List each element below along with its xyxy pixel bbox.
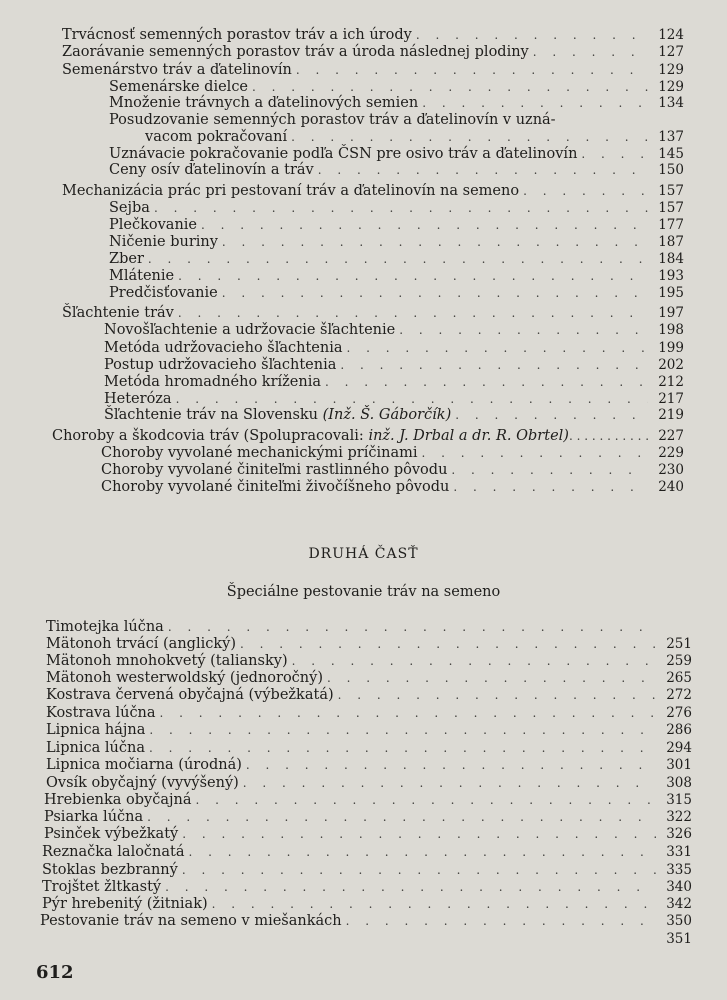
toc-entry xyxy=(109,251,684,268)
toc-entry-title: Mätonoh trvácí (anglický) xyxy=(46,636,236,652)
leader-dots xyxy=(222,234,648,251)
leader-dots xyxy=(178,268,648,285)
toc-entry-page: 195 xyxy=(658,285,684,301)
toc-entry-page: 157 xyxy=(658,183,684,199)
toc-entry xyxy=(104,340,684,357)
toc-entry-title: Pestovanie tráv na semeno v miešankách xyxy=(40,913,342,929)
leader-dots xyxy=(246,757,656,774)
page-number: 612 xyxy=(36,962,74,983)
toc-entry-page: 217 xyxy=(658,391,684,407)
toc-entry xyxy=(46,653,692,670)
leader-dots xyxy=(291,129,648,146)
toc-entry xyxy=(44,826,692,843)
toc-entry-page: 150 xyxy=(658,162,684,178)
toc-entry xyxy=(109,162,684,179)
leader-dots xyxy=(201,217,648,234)
toc-entry xyxy=(42,896,692,913)
toc-entry-page: 315 xyxy=(666,792,692,808)
toc-entry-page: 272 xyxy=(666,687,692,703)
leader-dots xyxy=(422,95,648,112)
toc-entry-title: Mechanizácia prác pri pestovaní tráv a ďatelinovín na semeno xyxy=(62,183,520,199)
toc-entry-title: Uznávacie pokračovanie podľa ČSN pre osivo tráv a ďatelinovín xyxy=(109,146,578,162)
toc-entry-page: 286 xyxy=(666,722,692,738)
toc-entry-page: 187 xyxy=(658,234,684,250)
toc-entry-page: 301 xyxy=(666,757,692,773)
toc-entry xyxy=(62,27,684,44)
toc-entry xyxy=(46,670,692,687)
toc-entry-page: 184 xyxy=(658,251,684,267)
toc-entry-page: 157 xyxy=(658,200,684,216)
leader-dots xyxy=(347,340,648,357)
toc-entry xyxy=(46,722,692,739)
toc-entry xyxy=(109,95,684,112)
leader-dots xyxy=(196,792,657,809)
toc-entry-title: Lipnica hájna xyxy=(46,722,146,738)
leader-dots xyxy=(149,740,656,757)
toc-entry xyxy=(42,844,692,861)
toc-entry-title: Psiarka lúčna xyxy=(44,809,144,825)
toc-entry-page: 137 xyxy=(658,129,684,145)
leader-dots xyxy=(338,687,656,704)
toc-entry-title: Stoklas bezbranný xyxy=(42,862,178,878)
toc-entry xyxy=(145,129,684,146)
toc-entry-page: 350 xyxy=(666,913,692,929)
toc-entry xyxy=(46,636,692,653)
toc-entry-title: Heteróza xyxy=(104,391,172,407)
toc-entry xyxy=(104,374,684,391)
leader-dots xyxy=(523,183,648,200)
toc-entry-title: Semenárske dielce xyxy=(109,79,249,95)
toc-entry-page: 308 xyxy=(666,775,692,791)
toc-entry xyxy=(109,79,684,96)
toc-entry-title: Ovsík obyčajný (vyvýšený) xyxy=(46,775,239,791)
leader-dots xyxy=(189,844,656,861)
toc-entry-title: Šľachtenie tráv xyxy=(62,305,174,321)
toc-entry xyxy=(104,322,684,339)
toc-entry-title: Mätonoh westerwoldský (jednoročný) xyxy=(46,670,323,686)
toc-entry-title: Reznačka laločnatá xyxy=(42,844,185,860)
toc-entry-title: Lipnica močiarna (úrodná) xyxy=(46,757,242,773)
toc-entry-title: Mätonoh mnohokvetý (taliansky) xyxy=(46,653,288,669)
leader-dots xyxy=(252,79,648,96)
toc-entry-title-line-one: Posudzovanie semenných porastov tráv a ďatelinovín v uzná- xyxy=(109,112,556,128)
leader-dots xyxy=(182,862,656,879)
leader-dots xyxy=(148,251,648,268)
toc-entry-title: Kostrava červená obyčajná (výbežkatá) xyxy=(46,687,334,703)
toc-entry-page: 129 xyxy=(658,62,684,78)
toc-entry-page: 294 xyxy=(666,740,692,756)
toc-entry xyxy=(104,407,684,424)
toc-entry xyxy=(62,183,684,200)
toc-entry xyxy=(101,462,684,479)
toc-entry-page: 342 xyxy=(666,896,692,912)
toc-entry xyxy=(62,62,684,79)
leader-dots xyxy=(212,896,656,913)
leader-dots xyxy=(292,653,656,670)
leader-dots xyxy=(243,775,656,792)
leader-dots xyxy=(222,285,648,302)
toc-entry xyxy=(109,268,684,285)
leader-dots xyxy=(168,619,656,636)
toc-entry xyxy=(40,913,692,930)
toc-entry-title-text: Šľachtenie tráv na Slovensku xyxy=(104,407,319,423)
toc-entry xyxy=(101,445,684,462)
leader-dots xyxy=(178,305,648,322)
leader-dots xyxy=(340,357,648,374)
toc-entry-title xyxy=(52,428,569,445)
leader-dots xyxy=(416,27,648,44)
toc-entry-page: 276 xyxy=(666,705,692,721)
toc-entry xyxy=(109,217,684,234)
toc-entry-page: 322 xyxy=(666,809,692,825)
toc-entry xyxy=(109,285,684,302)
leader-dots xyxy=(165,879,656,896)
leader-dots xyxy=(160,705,656,722)
toc-entry-page: 340 xyxy=(666,879,692,895)
toc-entry-title: Ničenie buriny xyxy=(109,234,218,250)
toc-entry-page: 198 xyxy=(658,322,684,338)
toc-entry-title-continued: vacom pokračovaní xyxy=(145,129,288,145)
toc-entry xyxy=(46,619,692,636)
toc-entry-title: Kostrava lúčna xyxy=(46,705,156,721)
leader-dots xyxy=(346,913,656,930)
leader-dots xyxy=(327,670,656,687)
toc-entry-title: Psinček výbežkatý xyxy=(44,826,179,842)
toc-entry-page: 229 xyxy=(658,445,684,461)
toc-entry-title: Novošľachtenie a udržovacie šľachtenie xyxy=(104,322,396,338)
toc-entry-title: Lipnica lúčna xyxy=(46,740,145,756)
toc-entry xyxy=(109,146,684,163)
toc-entry xyxy=(62,44,684,61)
toc-entry-page: 230 xyxy=(658,462,684,478)
toc-entry xyxy=(52,428,684,445)
toc-entry-title: Množenie trávnych a ďatelinových semien xyxy=(109,95,419,111)
toc-entry-page: 212 xyxy=(658,374,684,390)
toc-entry-page: 326 xyxy=(666,826,692,842)
toc-entry xyxy=(109,200,684,217)
toc-entry-page: 240 xyxy=(658,479,684,495)
toc-entry-title: Hrebienka obyčajná xyxy=(44,792,192,808)
toc-entry-page: 124 xyxy=(658,27,684,43)
toc-entry-title: Plečkovanie xyxy=(109,217,198,233)
toc-entry-title: Mlátenie xyxy=(109,268,175,284)
leader-dots xyxy=(455,407,648,424)
toc-entry xyxy=(44,792,692,809)
leader-dots xyxy=(533,44,648,61)
part-two-heading: DRUHÁ ČASŤ xyxy=(308,546,419,562)
toc-entry-title: Metóda hromadného kríženia xyxy=(104,374,321,390)
toc-entry-page: 127 xyxy=(658,44,684,60)
toc-entry-author: inž. J. Drbal a dr. R. Obrtel) xyxy=(368,428,569,444)
leader-dots xyxy=(296,62,648,79)
leader-dots xyxy=(325,374,648,391)
toc-entry xyxy=(46,775,692,792)
toc-entry-title: Trojštet žltkastý xyxy=(42,879,162,895)
toc-entry-title: Ceny osív ďatelinovín a tráv xyxy=(109,162,314,178)
toc-entry-page: 219 xyxy=(658,407,684,423)
leader-dots xyxy=(147,809,656,826)
toc-entry-title: Zaorávanie semenných porastov tráv a úroda následnej plodiny xyxy=(62,44,529,60)
part-two-subheading: Špeciálne pestovanie tráv na semeno xyxy=(226,584,501,600)
leader-dots xyxy=(176,391,648,408)
toc-entry-page: 259 xyxy=(666,653,692,669)
toc-entry xyxy=(42,879,692,896)
leader-dots xyxy=(154,200,648,217)
toc-entry-page: 331 xyxy=(666,844,692,860)
leader-dots xyxy=(318,162,648,179)
toc-entry-page: 265 xyxy=(666,670,692,686)
toc-entry-title-text: Choroby a škodcovia tráv (Spolupracovali: xyxy=(52,428,364,444)
leader-dots xyxy=(569,428,652,445)
toc-entry-title: Trvácnosť semenných porastov tráv a ich úrody xyxy=(62,27,412,43)
toc-entry-author: (Inž. Š. Gáborčík) xyxy=(322,407,452,423)
toc-entry-title: Choroby vyvolané činiteľmi živočíšneho pôvodu xyxy=(101,479,450,495)
toc-entry xyxy=(46,740,692,757)
toc-entry xyxy=(42,862,692,879)
toc-entry-title: Timotejka lúčna xyxy=(46,619,164,635)
leader-dots xyxy=(399,322,648,339)
toc-entry-page: 177 xyxy=(658,217,684,233)
toc-entry-title: Choroby vyvolané činiteľmi rastlinného pôvodu xyxy=(101,462,448,478)
leader-dots xyxy=(581,146,648,163)
toc-entry-page: 199 xyxy=(658,340,684,356)
toc-entry xyxy=(104,391,684,408)
toc-entry-page: 227 xyxy=(658,428,684,444)
toc-entry-title: Choroby vyvolané mechanickými príčinami xyxy=(101,445,418,461)
toc-entry-title: Postup udržovacieho šľachtenia xyxy=(104,357,337,373)
leader-dots xyxy=(182,826,656,843)
toc-entry xyxy=(46,687,692,704)
leader-dots xyxy=(240,636,656,653)
toc-entry-page: 193 xyxy=(658,268,684,284)
toc-entry-page: 134 xyxy=(658,95,684,111)
toc-entry-title: Zber xyxy=(109,251,144,267)
toc-entry-title: Metóda udržovacieho šľachtenia xyxy=(104,340,343,356)
toc-entry-title: Pýr hrebenitý (žitniak) xyxy=(42,896,208,912)
toc-entry-page: 351 xyxy=(666,931,692,947)
toc-entry xyxy=(109,234,684,251)
toc-entry xyxy=(104,357,684,374)
toc-entry-title xyxy=(104,407,451,424)
toc-entry xyxy=(101,479,684,496)
toc-entry-page: 129 xyxy=(658,79,684,95)
leader-dots xyxy=(453,479,648,496)
toc-entry-page: 251 xyxy=(666,636,692,652)
leader-dots xyxy=(149,722,656,739)
leader-dots xyxy=(422,445,648,462)
toc-entry xyxy=(46,757,692,774)
toc-entry-page-overflow xyxy=(660,931,692,948)
toc-entry-page: 197 xyxy=(658,305,684,321)
toc-entry-page: 202 xyxy=(658,357,684,373)
toc-entry xyxy=(62,305,684,322)
toc-entry-page: 335 xyxy=(666,862,692,878)
toc-entry-title: Semenárstvo tráv a ďatelinovín xyxy=(62,62,292,78)
toc-entry-page: 145 xyxy=(658,146,684,162)
toc-entry-title: Predčisťovanie xyxy=(109,285,218,301)
toc-entry xyxy=(44,809,692,826)
leader-dots xyxy=(451,462,648,479)
toc-entry xyxy=(46,705,692,722)
toc-entry-title: Sejba xyxy=(109,200,150,216)
